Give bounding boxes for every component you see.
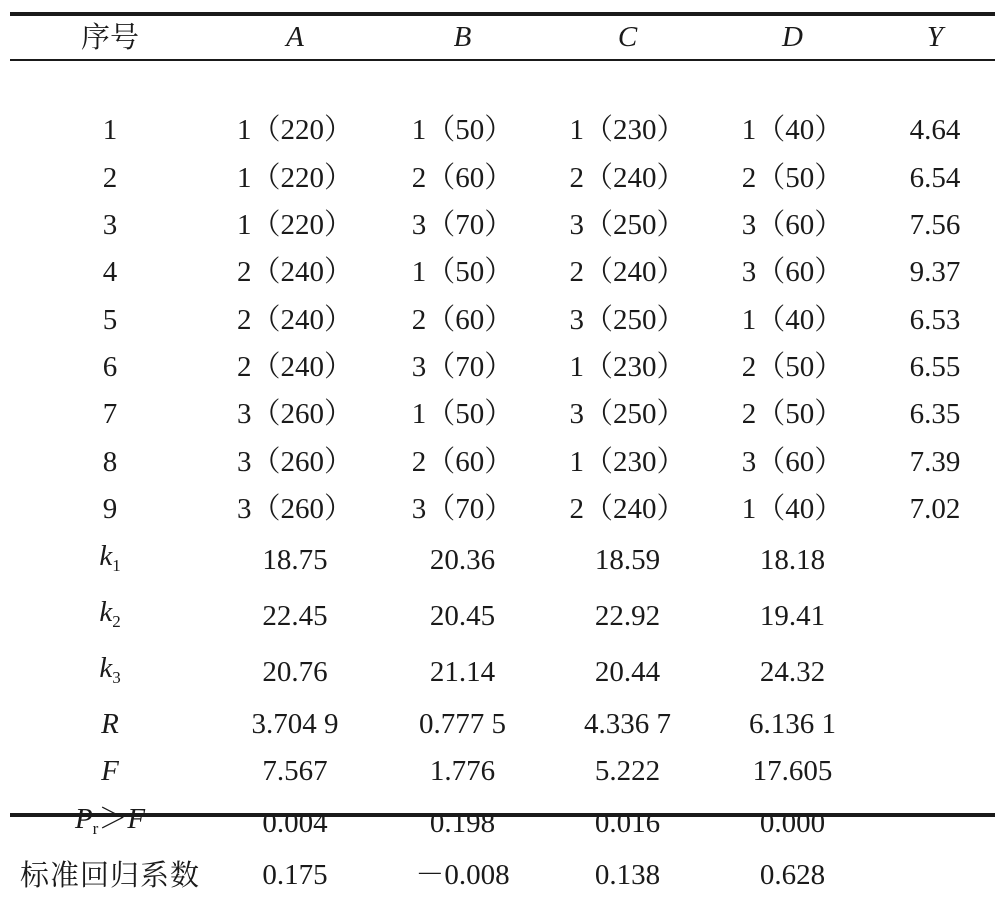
stat-value-c: 18.59 — [594, 544, 661, 577]
stat-value-b: 0.198 — [429, 807, 496, 840]
stat-value-a: 3.704 9 — [251, 708, 339, 741]
header-index: 序号 — [80, 20, 139, 54]
stat-value-a: 22.45 — [262, 600, 328, 633]
table-header-row — [10, 15, 995, 60]
stat-label-k3 — [10, 645, 210, 701]
cell-y: 6.35 — [909, 398, 961, 431]
table-row — [10, 391, 995, 438]
stat-subscript: 1 — [112, 555, 121, 575]
table-row — [10, 344, 995, 391]
stat-value-b: 20.36 — [429, 544, 496, 577]
table-row — [10, 107, 995, 154]
cell-d: 3（60） — [741, 209, 844, 242]
cell-b: 1（50） — [411, 114, 514, 147]
cell-y: 7.39 — [909, 445, 961, 478]
cell-c: 2（240） — [569, 256, 686, 289]
cell-index: 1 — [102, 114, 118, 147]
stat-subscript: r — [92, 818, 99, 838]
cell-b: 2（60） — [411, 161, 514, 194]
stat-row-p-value — [10, 796, 995, 852]
stat-value-d: 0.628 — [759, 858, 826, 891]
cell-a: 3（260） — [236, 445, 353, 478]
cell-a: 1（220） — [236, 161, 353, 194]
stat-value-d: 6.136 1 — [749, 708, 836, 741]
cell-b: 3（70） — [411, 209, 514, 242]
cell-y: 9.37 — [909, 256, 961, 289]
stat-row-k3 — [10, 645, 995, 701]
table-row — [10, 296, 995, 343]
cell-b: 1（50） — [411, 398, 514, 431]
stat-value-a: 18.75 — [262, 544, 328, 577]
stat-value-a: 7.567 — [262, 755, 328, 788]
cell-a: 2（240） — [236, 350, 353, 383]
cell-a: 3（260） — [236, 492, 353, 525]
cell-b: 2（60） — [411, 303, 514, 336]
cell-c: 2（240） — [569, 492, 686, 525]
stat-subscript: 2 — [112, 611, 121, 631]
stat-symbol: k — [99, 595, 113, 628]
table-row — [10, 486, 995, 533]
stat-value-a: 20.76 — [262, 656, 328, 689]
stat-value-d: 19.41 — [759, 600, 826, 633]
header-response-y: Y — [926, 21, 944, 53]
stat-suffix-var: F — [127, 802, 146, 835]
stat-value-d: 18.18 — [759, 544, 826, 577]
cell-a: 1（220） — [236, 114, 353, 147]
cell-c: 2（240） — [569, 161, 686, 194]
stat-value-a: 0.004 — [262, 807, 328, 840]
table-row — [10, 438, 995, 485]
cell-index: 9 — [102, 492, 118, 525]
cell-c: 1（230） — [569, 114, 686, 147]
cell-y: 4.64 — [909, 114, 961, 147]
stat-empty — [875, 852, 995, 899]
cell-index: 7 — [102, 398, 118, 431]
stat-value-c: 22.92 — [594, 600, 661, 633]
cell-y: 6.55 — [909, 350, 961, 383]
stat-symbol: P — [74, 802, 93, 835]
cell-d: 3（60） — [741, 445, 844, 478]
cell-b: 3（70） — [411, 350, 514, 383]
cell-b: 2（60） — [411, 445, 514, 478]
cell-index: 3 — [102, 209, 118, 242]
stat-symbol: k — [99, 539, 113, 572]
table-row — [10, 202, 995, 249]
cell-a: 3（260） — [236, 398, 353, 431]
cell-y: 7.56 — [909, 209, 961, 242]
header-factor-a: A — [286, 21, 304, 53]
stat-symbol: F — [101, 755, 119, 788]
cell-d: 3（60） — [741, 256, 844, 289]
header-factor-b: B — [453, 21, 472, 53]
cell-d: 2（50） — [741, 398, 844, 431]
stat-value-c: 0.138 — [594, 858, 661, 891]
cell-y: 6.54 — [909, 161, 961, 194]
stat-label-k1 — [10, 533, 210, 589]
table-row — [10, 155, 995, 202]
stat-label-regression: 标准回归系数 — [19, 857, 200, 892]
cell-c: 3（250） — [569, 209, 686, 242]
cell-index: 8 — [102, 445, 118, 478]
stat-subscript: 3 — [112, 667, 121, 687]
stat-value-d: 0.000 — [759, 807, 826, 840]
stat-operator: ＞ — [98, 802, 128, 835]
header-gap — [10, 60, 995, 107]
stat-empty — [875, 645, 995, 701]
cell-c: 1（230） — [569, 350, 686, 383]
stat-label-k2 — [10, 589, 210, 645]
cell-b: 3（70） — [411, 492, 514, 525]
stat-row-k2 — [10, 589, 995, 645]
stat-row-range — [10, 701, 995, 748]
stat-value-b: －0.008 — [415, 858, 510, 891]
stat-row-f — [10, 748, 995, 795]
stat-value-b: 0.777 5 — [419, 708, 506, 741]
stat-value-c: 5.222 — [594, 755, 661, 788]
cell-a: 1（220） — [236, 209, 353, 242]
stat-value-c: 0.016 — [594, 807, 661, 840]
header-factor-d: D — [782, 21, 803, 53]
stat-empty — [875, 748, 995, 795]
stat-empty — [875, 796, 995, 852]
stat-label-p — [10, 796, 210, 852]
cell-index: 5 — [102, 303, 118, 336]
cell-a: 2（240） — [236, 256, 353, 289]
cell-d: 2（50） — [741, 350, 844, 383]
cell-y: 6.53 — [909, 303, 961, 336]
stat-empty — [875, 589, 995, 645]
cell-d: 1（40） — [741, 114, 844, 147]
stat-value-d: 24.32 — [759, 656, 826, 689]
stat-label-r — [10, 701, 210, 748]
stat-symbol: R — [101, 708, 119, 741]
cell-d: 1（40） — [741, 303, 844, 336]
stat-empty — [875, 533, 995, 589]
cell-index: 4 — [102, 256, 118, 289]
cell-index: 6 — [102, 350, 118, 383]
cell-c: 3（250） — [569, 398, 686, 431]
cell-d: 1（40） — [741, 492, 844, 525]
cell-b: 1（50） — [411, 256, 514, 289]
cell-d: 2（50） — [741, 161, 844, 194]
stat-value-b: 1.776 — [429, 755, 496, 788]
stat-value-c: 20.44 — [594, 656, 661, 689]
cell-index: 2 — [102, 161, 118, 194]
stat-symbol: k — [99, 651, 113, 684]
cell-a: 2（240） — [236, 303, 353, 336]
stat-value-b: 21.14 — [429, 656, 496, 689]
orthogonal-test-table — [10, 15, 995, 899]
table-row — [10, 249, 995, 296]
stat-value-a: 0.175 — [262, 858, 328, 891]
stat-label-f — [10, 748, 210, 795]
stat-value-b: 20.45 — [429, 600, 496, 633]
stat-empty — [875, 701, 995, 748]
stat-value-d: 17.605 — [752, 755, 833, 788]
cell-y: 7.02 — [909, 492, 961, 525]
stat-row-regression — [10, 852, 995, 899]
cell-c: 1（230） — [569, 445, 686, 478]
header-factor-c: C — [617, 21, 638, 53]
stat-value-c: 4.336 7 — [584, 708, 671, 741]
cell-c: 3（250） — [569, 303, 686, 336]
stat-row-k1 — [10, 533, 995, 589]
